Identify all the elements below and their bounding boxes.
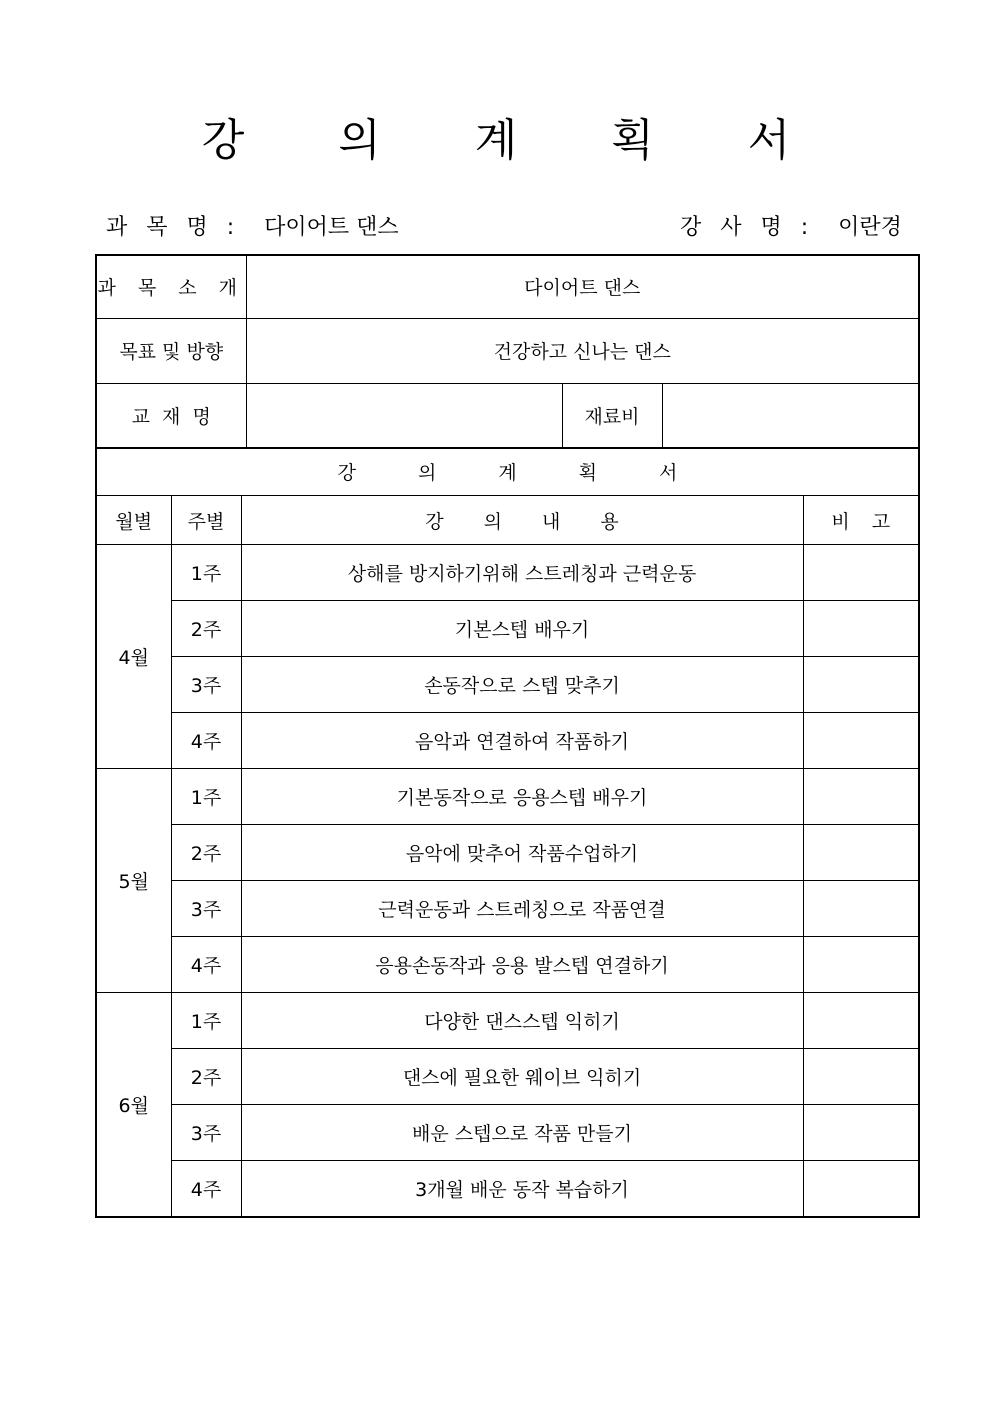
goal-label: 목표 및 방향	[96, 318, 246, 383]
table-row	[96, 1049, 919, 1105]
content-cell: 기본동작으로 응용스텝 배우기	[241, 769, 803, 825]
lecture-plan-table	[95, 447, 920, 1218]
material-fee-value	[662, 383, 919, 448]
content-cell: 3개월 배운 동작 복습하기	[241, 1161, 803, 1217]
note-cell	[803, 769, 919, 825]
textbook-label: 교 재 명	[96, 383, 246, 448]
subject-label: 과 목 명 :	[106, 215, 241, 240]
plan-header-row	[96, 496, 919, 545]
textbook-row	[96, 383, 919, 448]
week-cell: 3주	[171, 1105, 241, 1161]
instructor-value: 이란경	[838, 215, 902, 240]
table-row	[96, 601, 919, 657]
note-cell	[803, 713, 919, 769]
week-cell: 4주	[171, 937, 241, 993]
note-cell	[803, 601, 919, 657]
table-row	[96, 545, 919, 601]
table-row	[96, 657, 919, 713]
note-cell	[803, 1105, 919, 1161]
col-note-header: 비고	[803, 496, 919, 545]
document-title: 강 의 계 획 서	[201, 115, 831, 166]
table-row	[96, 1105, 919, 1161]
table-row	[96, 881, 919, 937]
note-cell	[803, 657, 919, 713]
table-row	[96, 769, 919, 825]
week-cell: 1주	[171, 993, 241, 1049]
week-cell: 1주	[171, 769, 241, 825]
note-cell	[803, 1161, 919, 1217]
content-cell: 음악과 연결하여 작품하기	[241, 713, 803, 769]
week-cell: 1주	[171, 545, 241, 601]
week-cell: 3주	[171, 657, 241, 713]
week-cell: 2주	[171, 825, 241, 881]
note-cell	[803, 937, 919, 993]
content-cell: 상해를 방지하기위해 스트레칭과 근력운동	[241, 545, 803, 601]
week-cell: 4주	[171, 713, 241, 769]
content-cell: 음악에 맞추어 작품수업하기	[241, 825, 803, 881]
content-cell: 다양한 댄스스텝 익히기	[241, 993, 803, 1049]
content-cell: 기본스텝 배우기	[241, 601, 803, 657]
note-cell	[803, 993, 919, 1049]
intro-row	[96, 255, 919, 318]
subject-line	[106, 210, 399, 241]
note-cell	[803, 825, 919, 881]
table-row	[96, 993, 919, 1049]
table-row	[96, 713, 919, 769]
col-week-header: 주별	[171, 496, 241, 545]
content-cell: 배운 스텝으로 작품 만들기	[241, 1105, 803, 1161]
content-cell: 응용손동작과 응용 발스텝 연결하기	[241, 937, 803, 993]
course-info-table	[95, 254, 920, 449]
note-cell	[803, 545, 919, 601]
table-row	[96, 825, 919, 881]
note-cell	[803, 881, 919, 937]
table-row	[96, 1161, 919, 1217]
textbook-value	[246, 383, 562, 448]
content-cell: 손동작으로 스텝 맞추기	[241, 657, 803, 713]
goal-value: 건강하고 신나는 댄스	[246, 318, 919, 383]
content-cell: 댄스에 필요한 웨이브 익히기	[241, 1049, 803, 1105]
goal-row	[96, 318, 919, 383]
table-row	[96, 937, 919, 993]
week-cell: 4주	[171, 1161, 241, 1217]
content-cell: 근력운동과 스트레칭으로 작품연결	[241, 881, 803, 937]
month-cell-may: 5월	[96, 769, 171, 993]
week-cell: 2주	[171, 1049, 241, 1105]
plan-title-row	[96, 448, 919, 496]
plan-section-title: 강의계획서	[96, 448, 919, 496]
month-cell-april: 4월	[96, 545, 171, 769]
instructor-line	[680, 210, 902, 241]
material-fee-label: 재료비	[562, 383, 662, 448]
instructor-label: 강 사 명 :	[680, 215, 815, 240]
col-content-header: 강의내용	[241, 496, 803, 545]
subject-value: 다이어트 댄스	[264, 215, 399, 240]
intro-label: 과 목 소 개	[96, 255, 246, 318]
week-cell: 2주	[171, 601, 241, 657]
intro-value: 다이어트 댄스	[246, 255, 919, 318]
week-cell: 3주	[171, 881, 241, 937]
month-cell-june: 6월	[96, 993, 171, 1217]
note-cell	[803, 1049, 919, 1105]
col-month-header: 월별	[96, 496, 171, 545]
